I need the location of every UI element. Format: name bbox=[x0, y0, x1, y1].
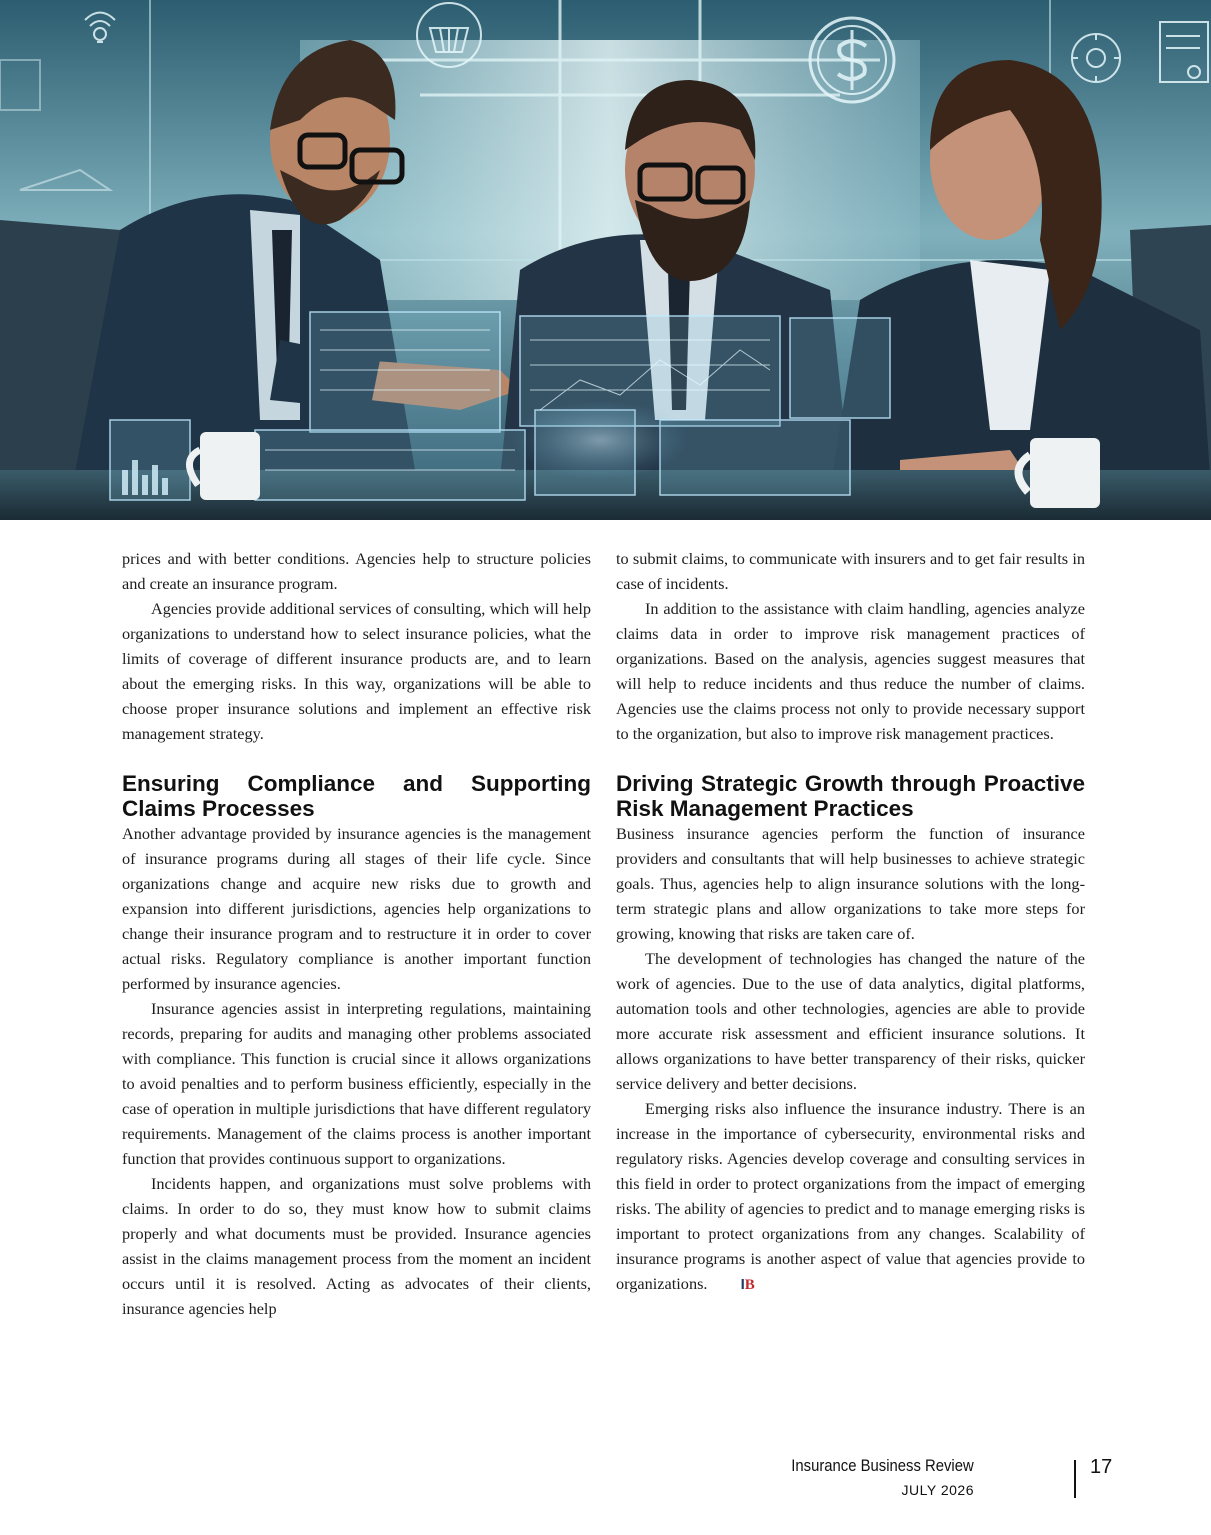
body-paragraph: In addition to the assistance with claim handling, agencies analyze claims data in order to improve risk management practices of organizations. Based on the analysis, agencies suggest measures that will help to reduce incidents and thus reduce the number of claims. Agencies use the claims process not only to provide necessary support to the organization, but also to improve risk management practices. bbox=[616, 599, 1085, 743]
hero-image bbox=[0, 0, 1211, 520]
end-of-article-mark bbox=[712, 1277, 755, 1293]
left-column bbox=[122, 546, 591, 1321]
end-mark-letter: B bbox=[744, 1277, 755, 1293]
magazine-name: Insurance Business Review bbox=[791, 1457, 974, 1475]
body-paragraph: Insurance agencies assist in interpreting regulations, maintaining records, preparing for audits and managing other problems associated with compliance. This function is crucial since it allows organizations to avoid penalties and to perform business efficiently, especially in the case of operation in multiple jurisdictions that have different regulatory requirements. Management of the claims process is another important function that provides continuous support to organizations. bbox=[122, 999, 591, 1168]
section-heading: Ensuring Compliance and Supporting Claims Processes bbox=[122, 771, 591, 821]
body-paragraph: Business insurance agencies perform the function of insurance providers and consultants that will help businesses to achieve strategic goals. Thus, agencies help to align insurance solutions with the long-term strategic plans and allow organizations to take more steps for growing, knowing that risks are taken care of. bbox=[616, 824, 1085, 943]
body-paragraph: Agencies provide additional services of consulting, which will help organizations to understand how to select insurance policies, what the limits of coverage of different insurance products are, and to learn about the emerging risks. In this way, organizations will be able to choose proper insurance solutions and implement an effective risk management strategy. bbox=[122, 599, 591, 743]
body-paragraph: Incidents happen, and organizations must solve problems with claims. In order to do so, they must know how to submit claims properly and what documents must be provided. Insurance agencies assist in the claims management process from the moment an incident occurs until it is resolved. Acting as advocates of their clients, insurance agencies help bbox=[122, 1174, 591, 1318]
page-number: 17 bbox=[1090, 1456, 1113, 1478]
body-paragraph: prices and with better conditions. Agencies help to structure policies and create an insurance program. bbox=[122, 549, 591, 593]
last-paragraph bbox=[616, 1096, 1085, 1296]
coffee-mug-right bbox=[1018, 438, 1100, 508]
issue-date: JULY 2026 bbox=[901, 1482, 974, 1498]
end-mark-bar: I bbox=[740, 1276, 745, 1293]
right-column bbox=[616, 546, 1085, 1296]
body-paragraph: Another advantage provided by insurance agencies is the management of insurance programs during all stages of their life cycle. Since organizations change and acquire new risks due to growth and expansion into different jurisdictions, agencies help organizations to change their insurance program and to restructure it in order to cover actual risks. Regulatory compliance is another important function performed by insurance agencies. bbox=[122, 824, 591, 993]
footer-divider bbox=[1074, 1460, 1076, 1498]
body-paragraph: to submit claims, to communicate with insurers and to get fair results in case of incidents. bbox=[616, 549, 1085, 593]
page-footer bbox=[791, 1456, 1120, 1506]
section-heading: Driving Strategic Growth through Proactive Risk Management Practices bbox=[616, 771, 1085, 821]
body-paragraph: The development of technologies has changed the nature of the work of agencies. Due to the use of data analytics, digital platforms, automation tools and other technologies, agencies are able to provide more accurate risk assessment and efficient insurance solutions. It allows organizations to have better transparency of their risks, quicker service delivery and better decisions. bbox=[616, 949, 1085, 1093]
coffee-mug-left bbox=[189, 432, 260, 500]
body-paragraph-text: Emerging risks also influence the insurance industry. There is an increase in the importance of cybersecurity, environmental risks and regulatory risks. Agencies develop coverage and consulting services in this field in order to protect organizations from the impact of emerging risks. The ability of agencies to predict and to manage emerging risks is important to protect organizations from any changes. Scalability of insurance programs is another aspect of value that agencies provide to organizations. bbox=[616, 1099, 1085, 1293]
